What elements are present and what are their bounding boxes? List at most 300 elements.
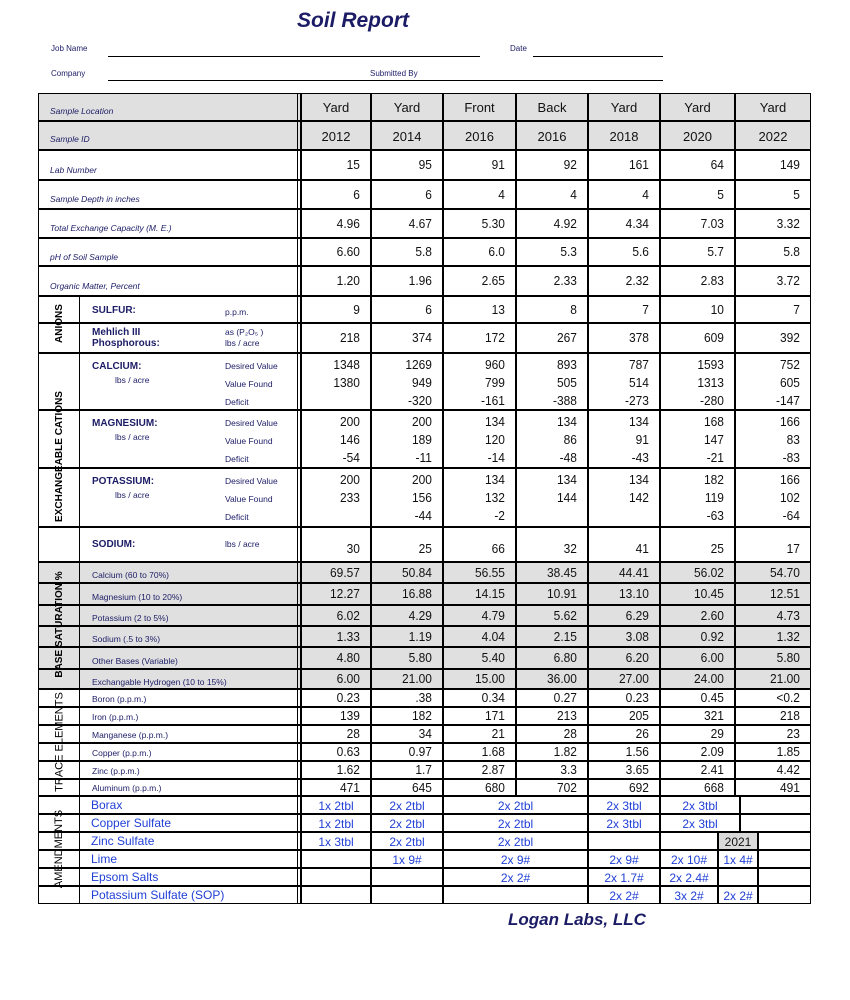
amendment-cell: 2x 2tbl bbox=[443, 832, 588, 850]
desired-value: 200 bbox=[339, 414, 360, 429]
value: 702 bbox=[556, 780, 577, 795]
value: 5.3 bbox=[560, 244, 577, 259]
amendment-cell: 2x 2tbl bbox=[371, 814, 443, 832]
value: 5.8 bbox=[783, 244, 800, 259]
trace-label: Copper (p.p.m.) bbox=[92, 748, 152, 758]
sample-header: 2022 bbox=[735, 121, 811, 150]
value: 13 bbox=[491, 302, 505, 317]
value: 27.00 bbox=[619, 671, 649, 686]
value: 6.60 bbox=[336, 244, 360, 259]
value: 7.03 bbox=[700, 216, 724, 231]
amendment-cell: 2x 2# bbox=[588, 886, 660, 904]
sample-header: 2016 bbox=[443, 121, 516, 150]
amendment-cell: 2x 2tbl bbox=[371, 796, 443, 814]
value: 6.00 bbox=[700, 650, 724, 665]
trace-label: Boron (p.p.m.) bbox=[92, 694, 147, 704]
value: 36.00 bbox=[547, 671, 577, 686]
unit-text: as (P₂O₅ ) bbox=[225, 327, 264, 337]
value: 1.20 bbox=[336, 273, 360, 288]
deficit-value: -273 bbox=[625, 393, 649, 408]
value: 16.88 bbox=[402, 586, 432, 601]
value: 2.87 bbox=[481, 762, 505, 777]
found-value: 1380 bbox=[333, 375, 360, 390]
value: 92 bbox=[563, 157, 577, 172]
sample-header: Front bbox=[443, 93, 516, 121]
value: 50.84 bbox=[402, 565, 432, 580]
amendment-cell: 2x 3tbl bbox=[588, 814, 660, 832]
value: 491 bbox=[779, 780, 800, 795]
value: 34 bbox=[418, 726, 432, 741]
base-saturation-group-text: BASE SATURATION % bbox=[53, 570, 65, 678]
row-label: Total Exchange Capacity (M. E.) bbox=[50, 223, 172, 233]
job-name-label: Job Name bbox=[51, 44, 88, 53]
value: 1.68 bbox=[481, 744, 505, 759]
value: 0.23 bbox=[625, 690, 649, 705]
value: 139 bbox=[339, 708, 360, 723]
value: 6 bbox=[425, 187, 432, 202]
desired-value: 134 bbox=[628, 472, 649, 487]
desired-value: 787 bbox=[628, 357, 649, 372]
value: 5.80 bbox=[408, 650, 432, 665]
unit-text: p.p.m. bbox=[225, 307, 249, 317]
deficit-value: -388 bbox=[553, 393, 577, 408]
amendment-cell: 3x 2# bbox=[660, 886, 718, 904]
value: 4.04 bbox=[481, 629, 505, 644]
sample-header: Yard bbox=[301, 93, 371, 121]
value: 12.51 bbox=[770, 586, 800, 601]
amendment-cell: 2x 2tbl bbox=[443, 796, 588, 814]
value: 171 bbox=[484, 708, 505, 723]
sample-header: 2018 bbox=[588, 121, 660, 150]
value: 5.62 bbox=[553, 608, 577, 623]
amendment-cell: 2x 1.7# bbox=[588, 868, 660, 886]
value: 645 bbox=[411, 780, 432, 795]
deficit-value: -161 bbox=[481, 393, 505, 408]
value: 6.00 bbox=[336, 671, 360, 686]
value: 2.09 bbox=[700, 744, 724, 759]
desired-value: 134 bbox=[556, 414, 577, 429]
value: 1.7 bbox=[415, 762, 432, 777]
date-field[interactable] bbox=[533, 56, 663, 57]
date-label: Date bbox=[510, 44, 527, 53]
value: 161 bbox=[628, 157, 649, 172]
value: 4 bbox=[642, 187, 649, 202]
desired-value: 893 bbox=[556, 357, 577, 372]
found-value: 1313 bbox=[697, 375, 724, 390]
found-value: 91 bbox=[635, 432, 649, 447]
value: 1.85 bbox=[776, 744, 800, 759]
value: 95 bbox=[418, 157, 432, 172]
value: 0.34 bbox=[481, 690, 505, 705]
found-value: 83 bbox=[786, 432, 800, 447]
desired-value: 134 bbox=[556, 472, 577, 487]
value: 6.02 bbox=[336, 608, 360, 623]
value: 3.65 bbox=[625, 762, 649, 777]
deficit-value: -320 bbox=[408, 393, 432, 408]
value: 4.79 bbox=[481, 608, 505, 623]
bs-label: Potassium (2 to 5%) bbox=[92, 613, 169, 623]
value: 12.27 bbox=[330, 586, 360, 601]
value: 3.32 bbox=[776, 216, 800, 231]
value: 8 bbox=[570, 302, 577, 317]
anion-name: Mehlich III bbox=[92, 327, 141, 338]
value: 28 bbox=[563, 726, 577, 741]
found-value: 146 bbox=[339, 432, 360, 447]
amendment-name: Lime bbox=[91, 852, 118, 866]
value: 218 bbox=[779, 708, 800, 723]
page-title: Soil Report bbox=[297, 9, 410, 32]
cation-name: POTASSIUM: bbox=[92, 476, 155, 487]
amendment-cell: 2x 2tbl bbox=[443, 814, 588, 832]
desired-value: 166 bbox=[779, 472, 800, 487]
value: 21.00 bbox=[402, 671, 432, 686]
value: 5 bbox=[793, 187, 800, 202]
submitted-by-label: Submitted By bbox=[370, 69, 418, 78]
desired-value: 1593 bbox=[697, 357, 724, 372]
value: 23 bbox=[786, 726, 800, 741]
found-value: 799 bbox=[484, 375, 505, 390]
sample-header: Back bbox=[516, 93, 588, 121]
amendment-cell: 2x 2# bbox=[443, 868, 588, 886]
value: 56.55 bbox=[475, 565, 505, 580]
found-value: 144 bbox=[556, 490, 577, 505]
value: 2.83 bbox=[700, 273, 724, 288]
value: 4.34 bbox=[625, 216, 649, 231]
company-label: Company bbox=[51, 69, 86, 78]
value: 4.29 bbox=[408, 608, 432, 623]
desired-value: 960 bbox=[484, 357, 505, 372]
value: 392 bbox=[779, 330, 800, 345]
desired-value: 134 bbox=[484, 472, 505, 487]
value: 205 bbox=[628, 708, 649, 723]
value: 4 bbox=[498, 187, 505, 202]
found-value: 949 bbox=[411, 375, 432, 390]
deficit-value: -2 bbox=[494, 508, 505, 523]
anion-name: SULFUR: bbox=[92, 305, 136, 316]
amendment-cell: 2x 3tbl bbox=[660, 814, 740, 832]
value: 3.72 bbox=[776, 273, 800, 288]
sample-header: Yard bbox=[371, 93, 443, 121]
row-label: pH of Soil Sample bbox=[50, 252, 119, 262]
sample-header: Yard bbox=[735, 93, 811, 121]
found-value: 120 bbox=[484, 432, 505, 447]
value: 1.96 bbox=[408, 273, 432, 288]
job-name-field[interactable] bbox=[108, 56, 480, 57]
cation-sublabel: Desired Value bbox=[225, 418, 278, 428]
value: 5.6 bbox=[632, 244, 649, 259]
value: 182 bbox=[411, 708, 432, 723]
amendment-cell: 1x 3tbl bbox=[301, 832, 371, 850]
value: 69.57 bbox=[330, 565, 360, 580]
deficit-value: -54 bbox=[342, 450, 360, 465]
value: 2.15 bbox=[553, 629, 577, 644]
value: 13.10 bbox=[619, 586, 649, 601]
value: 2.32 bbox=[625, 273, 649, 288]
sample-header: 2016 bbox=[516, 121, 588, 150]
year-marker: 2021 bbox=[718, 832, 758, 850]
found-value: 189 bbox=[411, 432, 432, 447]
value: 29 bbox=[710, 726, 724, 741]
value: 668 bbox=[703, 780, 724, 795]
value: 0.45 bbox=[700, 690, 724, 705]
value: 609 bbox=[703, 330, 724, 345]
value: 1.82 bbox=[553, 744, 577, 759]
value: 6 bbox=[425, 302, 432, 317]
value: 56.02 bbox=[694, 565, 724, 580]
value: 6.0 bbox=[488, 244, 505, 259]
value: 15.00 bbox=[475, 671, 505, 686]
value: 6.29 bbox=[625, 608, 649, 623]
cation-sublabel: Desired Value bbox=[225, 476, 278, 486]
found-value: 147 bbox=[703, 432, 724, 447]
value: 66 bbox=[491, 541, 505, 556]
found-value: 514 bbox=[628, 375, 649, 390]
value: 1.32 bbox=[776, 629, 800, 644]
value: 21.00 bbox=[770, 671, 800, 686]
desired-value: 134 bbox=[484, 414, 505, 429]
amendment-name: Epsom Salts bbox=[91, 870, 159, 884]
value: 1.33 bbox=[336, 629, 360, 644]
deficit-value: -44 bbox=[414, 508, 432, 523]
value: 6.80 bbox=[553, 650, 577, 665]
value: 5.8 bbox=[415, 244, 432, 259]
deficit-value: -280 bbox=[700, 393, 724, 408]
found-value: 156 bbox=[411, 490, 432, 505]
value: 172 bbox=[484, 330, 505, 345]
value: 9 bbox=[353, 302, 360, 317]
found-value: 233 bbox=[339, 490, 360, 505]
value: 30 bbox=[346, 541, 360, 556]
desired-value: 752 bbox=[779, 357, 800, 372]
row-label: Organic Matter, Percent bbox=[50, 281, 140, 291]
value: 5.30 bbox=[481, 216, 505, 231]
amendment-cell: 2x 9# bbox=[588, 850, 660, 868]
amendment-cell: 2x 10# bbox=[660, 850, 718, 868]
value: 321 bbox=[703, 708, 724, 723]
amendment-cell: 1x 2tbl bbox=[301, 796, 371, 814]
amendment-name: Copper Sulfate bbox=[91, 816, 172, 830]
amendment-cell: 1x 9# bbox=[371, 850, 443, 868]
value: 218 bbox=[339, 330, 360, 345]
row-label: Sample Location bbox=[50, 106, 114, 116]
value: 692 bbox=[628, 780, 649, 795]
trace-label: Zinc (p.p.m.) bbox=[92, 766, 140, 776]
cation-name: MAGNESIUM: bbox=[92, 418, 158, 429]
anion-name: Phosphorous: bbox=[92, 338, 160, 349]
amendment-cell: 1x 4# bbox=[718, 850, 758, 868]
trace-label: Manganese (p.p.m.) bbox=[92, 730, 169, 740]
cation-unit: lbs / acre bbox=[115, 490, 150, 500]
value: 5.80 bbox=[776, 650, 800, 665]
trace-label: Iron (p.p.m.) bbox=[92, 712, 139, 722]
desired-value: 168 bbox=[703, 414, 724, 429]
value: 0.23 bbox=[336, 690, 360, 705]
found-value: 119 bbox=[704, 490, 724, 505]
table-border bbox=[38, 93, 811, 904]
value: 4.96 bbox=[336, 216, 360, 231]
value: 267 bbox=[556, 330, 577, 345]
value: 1.56 bbox=[625, 744, 649, 759]
desired-value: 134 bbox=[628, 414, 649, 429]
value: 3.3 bbox=[560, 762, 577, 777]
value: 5 bbox=[717, 187, 724, 202]
value: 4.92 bbox=[553, 216, 577, 231]
value: 0.27 bbox=[553, 690, 577, 705]
value: 213 bbox=[556, 708, 577, 723]
cation-sublabel: Desired Value bbox=[225, 361, 278, 371]
deficit-value: -43 bbox=[631, 450, 649, 465]
value: 91 bbox=[491, 157, 505, 172]
value: 44.41 bbox=[619, 565, 649, 580]
value: 378 bbox=[628, 330, 649, 345]
cation-sublabel: Value Found bbox=[225, 494, 273, 504]
bs-label: Other Bases (Variable) bbox=[92, 656, 178, 666]
value: 4.80 bbox=[336, 650, 360, 665]
value: 6 bbox=[353, 187, 360, 202]
found-value: 86 bbox=[563, 432, 577, 447]
value: 374 bbox=[411, 330, 432, 345]
bs-label: Exchangable Hydrogen (10 to 15%) bbox=[92, 677, 227, 687]
desired-value: 200 bbox=[339, 472, 360, 487]
cations-group-text: EXCHANGEABLE CATIONS bbox=[53, 390, 65, 522]
value: .38 bbox=[415, 690, 432, 705]
amendment-name: Potassium Sulfate (SOP) bbox=[91, 888, 225, 902]
row-label: Sample ID bbox=[50, 134, 90, 144]
value: 54.70 bbox=[770, 565, 800, 580]
amendment-name: Zinc Sulfate bbox=[91, 834, 155, 848]
cation-sublabel: Value Found bbox=[225, 436, 273, 446]
cation-sublabel: Deficit bbox=[225, 397, 249, 407]
amendment-cell: 1x 2tbl bbox=[301, 814, 371, 832]
sample-header: Yard bbox=[588, 93, 660, 121]
amendment-cell: 2x 3tbl bbox=[588, 796, 660, 814]
company-field[interactable] bbox=[108, 80, 663, 81]
value: 2.60 bbox=[700, 608, 724, 623]
cation-unit: lbs / acre bbox=[115, 432, 150, 442]
bs-label: Calcium (60 to 70%) bbox=[92, 570, 170, 580]
anions-group-text: ANIONS bbox=[53, 303, 65, 343]
desired-value: 1348 bbox=[333, 357, 360, 372]
value: 0.63 bbox=[336, 744, 360, 759]
deficit-value: -48 bbox=[559, 450, 577, 465]
found-value: 505 bbox=[556, 375, 577, 390]
sample-header: 2020 bbox=[660, 121, 735, 150]
value: 41 bbox=[635, 541, 649, 556]
desired-value: 182 bbox=[703, 472, 724, 487]
value: 1.19 bbox=[408, 629, 432, 644]
trace-label: Aluminum (p.p.m.) bbox=[92, 783, 162, 793]
value: 10.45 bbox=[694, 586, 724, 601]
sample-header: 2012 bbox=[301, 121, 371, 150]
sample-header: Yard bbox=[660, 93, 735, 121]
deficit-value: -147 bbox=[776, 393, 800, 408]
value: 7 bbox=[642, 302, 649, 317]
amendments-group-text: AMENDMENTS bbox=[53, 809, 65, 889]
amendment-cell: 2x 3tbl bbox=[660, 796, 740, 814]
value: 4.42 bbox=[776, 762, 800, 777]
found-value: 142 bbox=[628, 490, 649, 505]
value: 0.97 bbox=[408, 744, 432, 759]
cation-sublabel: Deficit bbox=[225, 454, 249, 464]
value: 5.40 bbox=[481, 650, 505, 665]
found-value: 605 bbox=[779, 375, 800, 390]
value: 25 bbox=[710, 541, 724, 556]
trace-elements-group-text: TRACE ELEMENTS bbox=[53, 691, 65, 792]
value: 680 bbox=[484, 780, 505, 795]
deficit-value: -63 bbox=[706, 508, 724, 523]
value: 4 bbox=[570, 187, 577, 202]
found-value: 132 bbox=[484, 490, 505, 505]
deficit-value: -14 bbox=[487, 450, 505, 465]
value: 2.41 bbox=[700, 762, 724, 777]
value: 2.33 bbox=[553, 273, 577, 288]
lab-name-footer: Logan Labs, LLC bbox=[508, 910, 646, 929]
desired-value: 1269 bbox=[405, 357, 432, 372]
value: 10.91 bbox=[547, 586, 577, 601]
deficit-value: -11 bbox=[415, 450, 432, 465]
row-label: Lab Number bbox=[50, 165, 97, 175]
deficit-value: -21 bbox=[706, 450, 724, 465]
value: 1.62 bbox=[336, 762, 360, 777]
value: 10 bbox=[710, 302, 724, 317]
desired-value: 200 bbox=[411, 472, 432, 487]
row-label: Sample Depth in inches bbox=[50, 194, 140, 204]
value: 32 bbox=[563, 541, 577, 556]
deficit-value: -64 bbox=[782, 508, 800, 523]
value: 14.15 bbox=[475, 586, 505, 601]
unit-text: lbs / acre bbox=[225, 338, 260, 348]
bs-label: Magnesium (10 to 20%) bbox=[92, 592, 183, 602]
value: 28 bbox=[346, 726, 360, 741]
cation-name: CALCIUM: bbox=[92, 361, 142, 372]
amendment-name: Borax bbox=[91, 798, 123, 812]
value: 471 bbox=[339, 780, 360, 795]
value: 24.00 bbox=[694, 671, 724, 686]
value: 3.08 bbox=[625, 629, 649, 644]
desired-value: 200 bbox=[411, 414, 432, 429]
value: <0.2 bbox=[776, 690, 800, 705]
value: 6.20 bbox=[625, 650, 649, 665]
found-value: 102 bbox=[779, 490, 800, 505]
sodium-unit: lbs / acre bbox=[225, 539, 260, 549]
value: 2.65 bbox=[481, 273, 505, 288]
value: 7 bbox=[793, 302, 800, 317]
amendment-cell: 2x 2.4# bbox=[660, 868, 718, 886]
value: 64 bbox=[710, 157, 724, 172]
amendment-cell: 2x 9# bbox=[443, 850, 588, 868]
value: 26 bbox=[635, 726, 649, 741]
deficit-value: -83 bbox=[782, 450, 800, 465]
value: 17 bbox=[786, 541, 800, 556]
value: 15 bbox=[346, 157, 360, 172]
amendment-cell: 2x 2tbl bbox=[371, 832, 443, 850]
bs-label: Sodium (.5 to 3%) bbox=[92, 634, 161, 644]
value: 38.45 bbox=[547, 565, 577, 580]
value: 5.7 bbox=[707, 244, 724, 259]
value: 4.67 bbox=[408, 216, 432, 231]
cation-unit: lbs / acre bbox=[115, 375, 150, 385]
cation-sublabel: Value Found bbox=[225, 379, 273, 389]
sodium-label: SODIUM: bbox=[92, 539, 136, 550]
desired-value: 166 bbox=[779, 414, 800, 429]
amendment-cell: 2x 2# bbox=[718, 886, 758, 904]
sample-header: 2014 bbox=[371, 121, 443, 150]
value: 149 bbox=[779, 157, 800, 172]
cation-sublabel: Deficit bbox=[225, 512, 249, 522]
value: 4.73 bbox=[776, 608, 800, 623]
value: 21 bbox=[491, 726, 505, 741]
value: 25 bbox=[418, 541, 432, 556]
